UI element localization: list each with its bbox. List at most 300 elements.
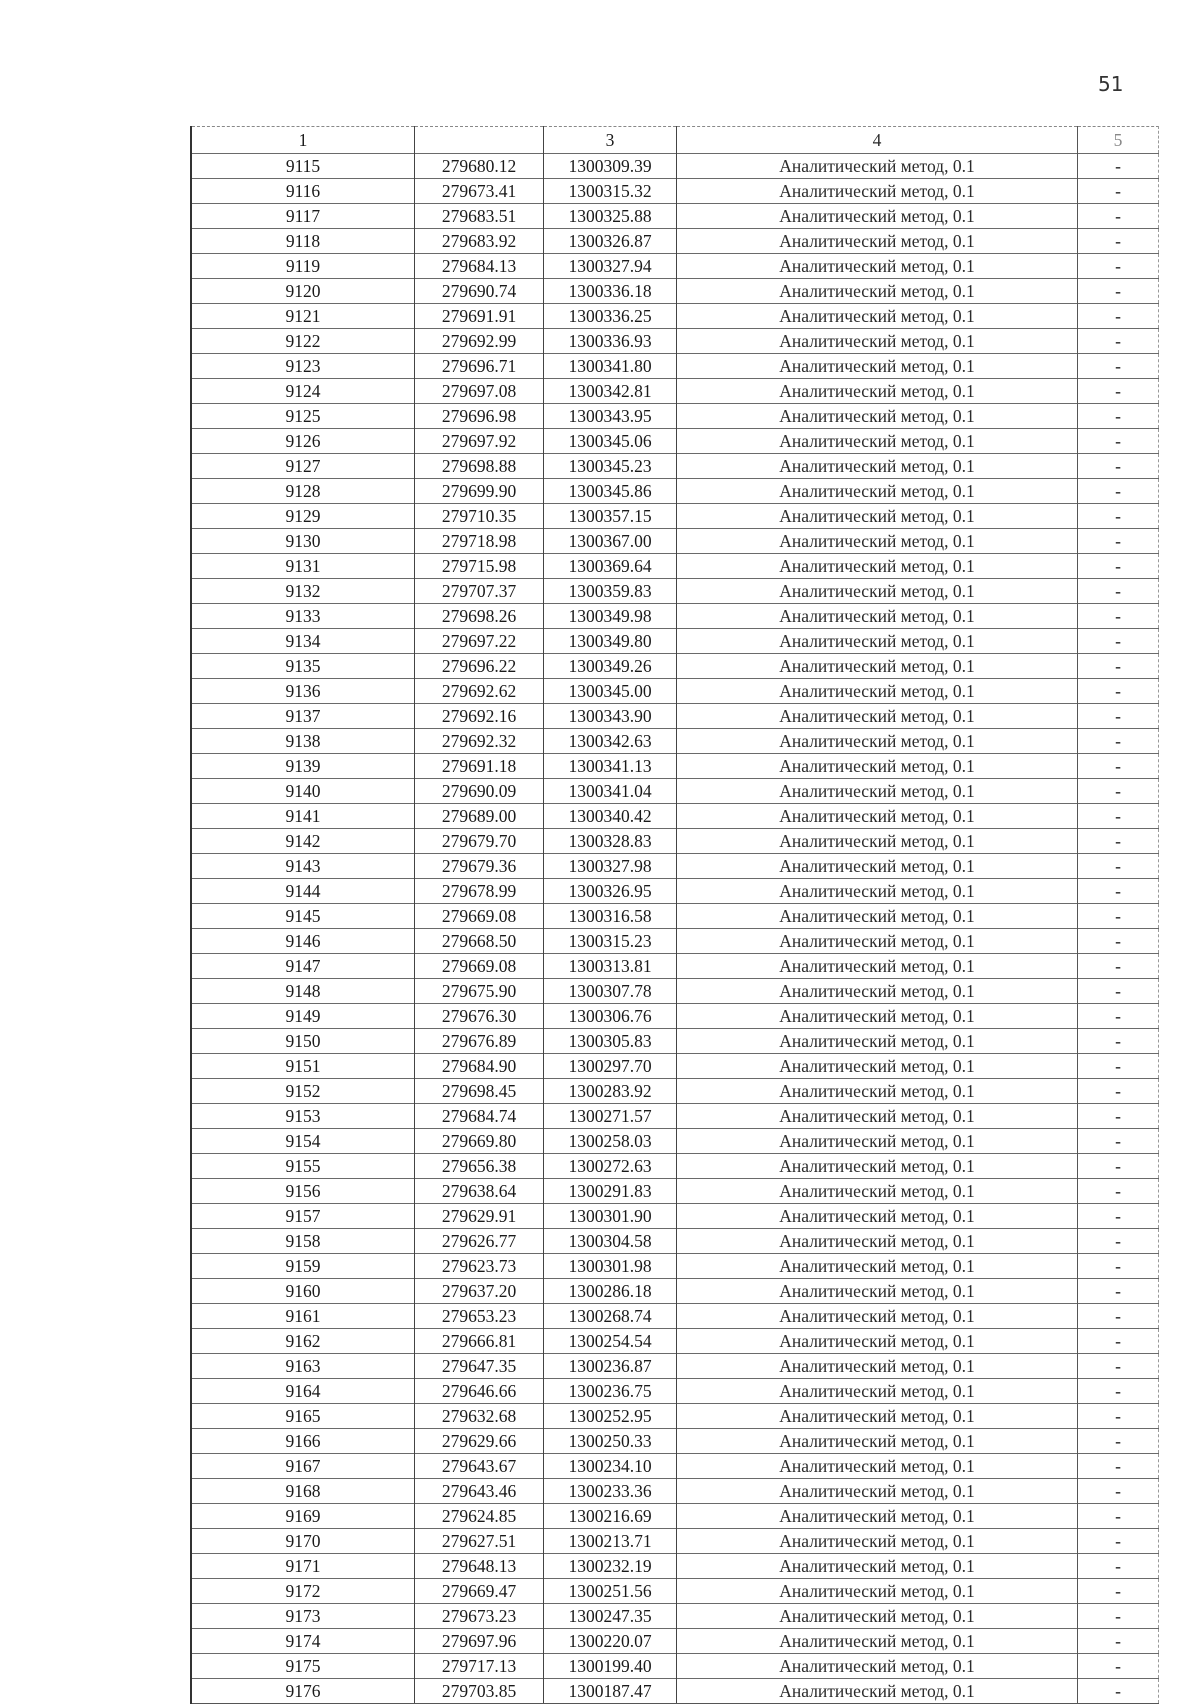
x-coordinate-cell: 279697.92 bbox=[415, 429, 544, 454]
point-number-cell: 9132 bbox=[191, 579, 415, 604]
y-coordinate-cell: 1300349.26 bbox=[544, 654, 677, 679]
method-cell: Аналитический метод, 0.1 bbox=[677, 1204, 1078, 1229]
method-cell: Аналитический метод, 0.1 bbox=[677, 504, 1078, 529]
note-cell: - bbox=[1078, 579, 1159, 604]
method-cell: Аналитический метод, 0.1 bbox=[677, 354, 1078, 379]
table-row bbox=[191, 679, 1159, 704]
y-coordinate-cell: 1300349.98 bbox=[544, 604, 677, 629]
method-cell: Аналитический метод, 0.1 bbox=[677, 254, 1078, 279]
method-cell: Аналитический метод, 0.1 bbox=[677, 554, 1078, 579]
point-number-cell: 9128 bbox=[191, 479, 415, 504]
point-number-cell: 9167 bbox=[191, 1454, 415, 1479]
y-coordinate-cell: 1300336.25 bbox=[544, 304, 677, 329]
method-cell: Аналитический метод, 0.1 bbox=[677, 929, 1078, 954]
note-cell: - bbox=[1078, 729, 1159, 754]
y-coordinate-cell: 1300233.36 bbox=[544, 1479, 677, 1504]
table-body bbox=[191, 127, 1159, 1704]
point-number-cell: 9155 bbox=[191, 1154, 415, 1179]
x-coordinate-cell: 279692.16 bbox=[415, 704, 544, 729]
header-cell-5: 5 bbox=[1078, 127, 1159, 154]
note-cell: - bbox=[1078, 629, 1159, 654]
x-coordinate-cell: 279653.23 bbox=[415, 1304, 544, 1329]
x-coordinate-cell: 279673.23 bbox=[415, 1604, 544, 1629]
note-cell: - bbox=[1078, 879, 1159, 904]
x-coordinate-cell: 279678.99 bbox=[415, 879, 544, 904]
table-row bbox=[191, 1429, 1159, 1454]
point-number-cell: 9127 bbox=[191, 454, 415, 479]
point-number-cell: 9135 bbox=[191, 654, 415, 679]
x-coordinate-cell: 279643.67 bbox=[415, 1454, 544, 1479]
method-cell: Аналитический метод, 0.1 bbox=[677, 1104, 1078, 1129]
note-cell: - bbox=[1078, 854, 1159, 879]
note-cell: - bbox=[1078, 254, 1159, 279]
method-cell: Аналитический метод, 0.1 bbox=[677, 954, 1078, 979]
method-cell: Аналитический метод, 0.1 bbox=[677, 329, 1078, 354]
x-coordinate-cell: 279669.08 bbox=[415, 954, 544, 979]
table-row bbox=[191, 579, 1159, 604]
method-cell: Аналитический метод, 0.1 bbox=[677, 379, 1078, 404]
note-cell: - bbox=[1078, 654, 1159, 679]
x-coordinate-cell: 279666.81 bbox=[415, 1329, 544, 1354]
table-row bbox=[191, 529, 1159, 554]
point-number-cell: 9147 bbox=[191, 954, 415, 979]
method-cell: Аналитический метод, 0.1 bbox=[677, 1054, 1078, 1079]
point-number-cell: 9136 bbox=[191, 679, 415, 704]
note-cell: - bbox=[1078, 1329, 1159, 1354]
table-row bbox=[191, 879, 1159, 904]
y-coordinate-cell: 1300268.74 bbox=[544, 1304, 677, 1329]
x-coordinate-cell: 279698.26 bbox=[415, 604, 544, 629]
x-coordinate-cell: 279637.20 bbox=[415, 1279, 544, 1304]
table-row bbox=[191, 329, 1159, 354]
table-row bbox=[191, 154, 1159, 179]
table-row bbox=[191, 829, 1159, 854]
note-cell: - bbox=[1078, 1379, 1159, 1404]
y-coordinate-cell: 1300326.95 bbox=[544, 879, 677, 904]
method-cell: Аналитический метод, 0.1 bbox=[677, 1329, 1078, 1354]
y-coordinate-cell: 1300345.06 bbox=[544, 429, 677, 454]
table-row bbox=[191, 354, 1159, 379]
x-coordinate-cell: 279696.98 bbox=[415, 404, 544, 429]
y-coordinate-cell: 1300345.00 bbox=[544, 679, 677, 704]
point-number-cell: 9116 bbox=[191, 179, 415, 204]
table-row bbox=[191, 1329, 1159, 1354]
table-row bbox=[191, 279, 1159, 304]
note-cell: - bbox=[1078, 904, 1159, 929]
y-coordinate-cell: 1300291.83 bbox=[544, 1179, 677, 1204]
x-coordinate-cell: 279717.13 bbox=[415, 1654, 544, 1679]
table-row bbox=[191, 254, 1159, 279]
y-coordinate-cell: 1300326.87 bbox=[544, 229, 677, 254]
note-cell: - bbox=[1078, 154, 1159, 179]
x-coordinate-cell: 279718.98 bbox=[415, 529, 544, 554]
note-cell: - bbox=[1078, 354, 1159, 379]
point-number-cell: 9169 bbox=[191, 1504, 415, 1529]
y-coordinate-cell: 1300304.58 bbox=[544, 1229, 677, 1254]
table-row bbox=[191, 929, 1159, 954]
table-row bbox=[191, 1304, 1159, 1329]
y-coordinate-cell: 1300213.71 bbox=[544, 1529, 677, 1554]
table-row bbox=[191, 1479, 1159, 1504]
table-row bbox=[191, 1629, 1159, 1654]
table-row bbox=[191, 1679, 1159, 1704]
note-cell: - bbox=[1078, 454, 1159, 479]
note-cell: - bbox=[1078, 179, 1159, 204]
point-number-cell: 9130 bbox=[191, 529, 415, 554]
method-cell: Аналитический метод, 0.1 bbox=[677, 229, 1078, 254]
table-row bbox=[191, 554, 1159, 579]
x-coordinate-cell: 279638.64 bbox=[415, 1179, 544, 1204]
y-coordinate-cell: 1300357.15 bbox=[544, 504, 677, 529]
point-number-cell: 9133 bbox=[191, 604, 415, 629]
note-cell: - bbox=[1078, 529, 1159, 554]
y-coordinate-cell: 1300343.90 bbox=[544, 704, 677, 729]
y-coordinate-cell: 1300305.83 bbox=[544, 1029, 677, 1054]
table-row bbox=[191, 779, 1159, 804]
note-cell: - bbox=[1078, 429, 1159, 454]
y-coordinate-cell: 1300272.63 bbox=[544, 1154, 677, 1179]
method-cell: Аналитический метод, 0.1 bbox=[677, 779, 1078, 804]
point-number-cell: 9172 bbox=[191, 1579, 415, 1604]
point-number-cell: 9156 bbox=[191, 1179, 415, 1204]
point-number-cell: 9160 bbox=[191, 1279, 415, 1304]
x-coordinate-cell: 279684.90 bbox=[415, 1054, 544, 1079]
table-row bbox=[191, 1079, 1159, 1104]
note-cell: - bbox=[1078, 1554, 1159, 1579]
table-row bbox=[191, 1404, 1159, 1429]
method-cell: Аналитический метод, 0.1 bbox=[677, 1029, 1078, 1054]
point-number-cell: 9122 bbox=[191, 329, 415, 354]
point-number-cell: 9129 bbox=[191, 504, 415, 529]
x-coordinate-cell: 279690.09 bbox=[415, 779, 544, 804]
point-number-cell: 9150 bbox=[191, 1029, 415, 1054]
y-coordinate-cell: 1300341.80 bbox=[544, 354, 677, 379]
y-coordinate-cell: 1300336.93 bbox=[544, 329, 677, 354]
method-cell: Аналитический метод, 0.1 bbox=[677, 1479, 1078, 1504]
table-row bbox=[191, 429, 1159, 454]
point-number-cell: 9142 bbox=[191, 829, 415, 854]
y-coordinate-cell: 1300325.88 bbox=[544, 204, 677, 229]
point-number-cell: 9138 bbox=[191, 729, 415, 754]
x-coordinate-cell: 279697.22 bbox=[415, 629, 544, 654]
y-coordinate-cell: 1300340.42 bbox=[544, 804, 677, 829]
table-row bbox=[191, 1204, 1159, 1229]
x-coordinate-cell: 279647.35 bbox=[415, 1354, 544, 1379]
table-row bbox=[191, 629, 1159, 654]
y-coordinate-cell: 1300327.94 bbox=[544, 254, 677, 279]
x-coordinate-cell: 279627.51 bbox=[415, 1529, 544, 1554]
table-row bbox=[191, 1529, 1159, 1554]
point-number-cell: 9141 bbox=[191, 804, 415, 829]
y-coordinate-cell: 1300234.10 bbox=[544, 1454, 677, 1479]
method-cell: Аналитический метод, 0.1 bbox=[677, 1579, 1078, 1604]
header-cell-3: 3 bbox=[544, 127, 677, 154]
table-row bbox=[191, 1454, 1159, 1479]
point-number-cell: 9139 bbox=[191, 754, 415, 779]
note-cell: - bbox=[1078, 979, 1159, 1004]
table-row bbox=[191, 904, 1159, 929]
note-cell: - bbox=[1078, 279, 1159, 304]
point-number-cell: 9159 bbox=[191, 1254, 415, 1279]
table-row bbox=[191, 1579, 1159, 1604]
table-row bbox=[191, 1004, 1159, 1029]
x-coordinate-cell: 279715.98 bbox=[415, 554, 544, 579]
point-number-cell: 9154 bbox=[191, 1129, 415, 1154]
x-coordinate-cell: 279676.30 bbox=[415, 1004, 544, 1029]
table-row bbox=[191, 454, 1159, 479]
y-coordinate-cell: 1300345.86 bbox=[544, 479, 677, 504]
y-coordinate-cell: 1300306.76 bbox=[544, 1004, 677, 1029]
note-cell: - bbox=[1078, 504, 1159, 529]
point-number-cell: 9173 bbox=[191, 1604, 415, 1629]
method-cell: Аналитический метод, 0.1 bbox=[677, 1604, 1078, 1629]
table-row bbox=[191, 179, 1159, 204]
y-coordinate-cell: 1300343.95 bbox=[544, 404, 677, 429]
table-row bbox=[191, 654, 1159, 679]
table-row bbox=[191, 1554, 1159, 1579]
table-row bbox=[191, 204, 1159, 229]
y-coordinate-cell: 1300251.56 bbox=[544, 1579, 677, 1604]
y-coordinate-cell: 1300247.35 bbox=[544, 1604, 677, 1629]
note-cell: - bbox=[1078, 1679, 1159, 1704]
x-coordinate-cell: 279707.37 bbox=[415, 579, 544, 604]
method-cell: Аналитический метод, 0.1 bbox=[677, 1154, 1078, 1179]
x-coordinate-cell: 279679.36 bbox=[415, 854, 544, 879]
y-coordinate-cell: 1300187.47 bbox=[544, 1679, 677, 1704]
y-coordinate-cell: 1300254.54 bbox=[544, 1329, 677, 1354]
note-cell: - bbox=[1078, 1504, 1159, 1529]
note-cell: - bbox=[1078, 229, 1159, 254]
y-coordinate-cell: 1300309.39 bbox=[544, 154, 677, 179]
method-cell: Аналитический метод, 0.1 bbox=[677, 1254, 1078, 1279]
method-cell: Аналитический метод, 0.1 bbox=[677, 1454, 1078, 1479]
y-coordinate-cell: 1300359.83 bbox=[544, 579, 677, 604]
point-number-cell: 9161 bbox=[191, 1304, 415, 1329]
method-cell: Аналитический метод, 0.1 bbox=[677, 904, 1078, 929]
x-coordinate-cell: 279623.73 bbox=[415, 1254, 544, 1279]
point-number-cell: 9115 bbox=[191, 154, 415, 179]
method-cell: Аналитический метод, 0.1 bbox=[677, 704, 1078, 729]
method-cell: Аналитический метод, 0.1 bbox=[677, 279, 1078, 304]
table-row bbox=[191, 1154, 1159, 1179]
x-coordinate-cell: 279629.66 bbox=[415, 1429, 544, 1454]
point-number-cell: 9119 bbox=[191, 254, 415, 279]
note-cell: - bbox=[1078, 1354, 1159, 1379]
table-row bbox=[191, 804, 1159, 829]
point-number-cell: 9174 bbox=[191, 1629, 415, 1654]
point-number-cell: 9162 bbox=[191, 1329, 415, 1354]
point-number-cell: 9124 bbox=[191, 379, 415, 404]
y-coordinate-cell: 1300301.98 bbox=[544, 1254, 677, 1279]
x-coordinate-cell: 279673.41 bbox=[415, 179, 544, 204]
point-number-cell: 9120 bbox=[191, 279, 415, 304]
method-cell: Аналитический метод, 0.1 bbox=[677, 154, 1078, 179]
table-row bbox=[191, 1279, 1159, 1304]
x-coordinate-cell: 279646.66 bbox=[415, 1379, 544, 1404]
note-cell: - bbox=[1078, 1454, 1159, 1479]
header-cell-4: 4 bbox=[677, 127, 1078, 154]
y-coordinate-cell: 1300342.63 bbox=[544, 729, 677, 754]
note-cell: - bbox=[1078, 1079, 1159, 1104]
y-coordinate-cell: 1300328.83 bbox=[544, 829, 677, 854]
x-coordinate-cell: 279691.91 bbox=[415, 304, 544, 329]
point-number-cell: 9137 bbox=[191, 704, 415, 729]
method-cell: Аналитический метод, 0.1 bbox=[677, 754, 1078, 779]
method-cell: Аналитический метод, 0.1 bbox=[677, 304, 1078, 329]
note-cell: - bbox=[1078, 1654, 1159, 1679]
method-cell: Аналитический метод, 0.1 bbox=[677, 1179, 1078, 1204]
note-cell: - bbox=[1078, 1104, 1159, 1129]
y-coordinate-cell: 1300252.95 bbox=[544, 1404, 677, 1429]
x-coordinate-cell: 279689.00 bbox=[415, 804, 544, 829]
note-cell: - bbox=[1078, 1054, 1159, 1079]
page-number: 51 bbox=[1098, 72, 1124, 96]
point-number-cell: 9149 bbox=[191, 1004, 415, 1029]
method-cell: Аналитический метод, 0.1 bbox=[677, 1354, 1078, 1379]
note-cell: - bbox=[1078, 704, 1159, 729]
note-cell: - bbox=[1078, 1229, 1159, 1254]
y-coordinate-cell: 1300232.19 bbox=[544, 1554, 677, 1579]
note-cell: - bbox=[1078, 379, 1159, 404]
table-row bbox=[191, 479, 1159, 504]
note-cell: - bbox=[1078, 1404, 1159, 1429]
method-cell: Аналитический метод, 0.1 bbox=[677, 804, 1078, 829]
y-coordinate-cell: 1300341.13 bbox=[544, 754, 677, 779]
table-row bbox=[191, 1104, 1159, 1129]
method-cell: Аналитический метод, 0.1 bbox=[677, 1629, 1078, 1654]
point-number-cell: 9131 bbox=[191, 554, 415, 579]
point-number-cell: 9134 bbox=[191, 629, 415, 654]
point-number-cell: 9165 bbox=[191, 1404, 415, 1429]
table-row bbox=[191, 1604, 1159, 1629]
y-coordinate-cell: 1300342.81 bbox=[544, 379, 677, 404]
y-coordinate-cell: 1300367.00 bbox=[544, 529, 677, 554]
method-cell: Аналитический метод, 0.1 bbox=[677, 854, 1078, 879]
note-cell: - bbox=[1078, 604, 1159, 629]
y-coordinate-cell: 1300236.87 bbox=[544, 1354, 677, 1379]
point-number-cell: 9143 bbox=[191, 854, 415, 879]
method-cell: Аналитический метод, 0.1 bbox=[677, 1679, 1078, 1704]
method-cell: Аналитический метод, 0.1 bbox=[677, 1554, 1078, 1579]
method-cell: Аналитический метод, 0.1 bbox=[677, 429, 1078, 454]
method-cell: Аналитический метод, 0.1 bbox=[677, 1004, 1078, 1029]
coordinates-table bbox=[190, 126, 1159, 1704]
x-coordinate-cell: 279696.22 bbox=[415, 654, 544, 679]
x-coordinate-cell: 279684.13 bbox=[415, 254, 544, 279]
point-number-cell: 9153 bbox=[191, 1104, 415, 1129]
header-cell-1: 1 bbox=[191, 127, 415, 154]
table-row bbox=[191, 1504, 1159, 1529]
table-row bbox=[191, 504, 1159, 529]
note-cell: - bbox=[1078, 804, 1159, 829]
x-coordinate-cell: 279690.74 bbox=[415, 279, 544, 304]
x-coordinate-cell: 279669.80 bbox=[415, 1129, 544, 1154]
table-row bbox=[191, 304, 1159, 329]
point-number-cell: 9146 bbox=[191, 929, 415, 954]
note-cell: - bbox=[1078, 1304, 1159, 1329]
x-coordinate-cell: 279626.77 bbox=[415, 1229, 544, 1254]
note-cell: - bbox=[1078, 1129, 1159, 1154]
method-cell: Аналитический метод, 0.1 bbox=[677, 1304, 1078, 1329]
y-coordinate-cell: 1300258.03 bbox=[544, 1129, 677, 1154]
x-coordinate-cell: 279703.85 bbox=[415, 1679, 544, 1704]
method-cell: Аналитический метод, 0.1 bbox=[677, 1654, 1078, 1679]
note-cell: - bbox=[1078, 304, 1159, 329]
point-number-cell: 9140 bbox=[191, 779, 415, 804]
note-cell: - bbox=[1078, 1629, 1159, 1654]
note-cell: - bbox=[1078, 779, 1159, 804]
x-coordinate-cell: 279629.91 bbox=[415, 1204, 544, 1229]
table-row bbox=[191, 379, 1159, 404]
point-number-cell: 9118 bbox=[191, 229, 415, 254]
note-cell: - bbox=[1078, 1029, 1159, 1054]
x-coordinate-cell: 279648.13 bbox=[415, 1554, 544, 1579]
point-number-cell: 9145 bbox=[191, 904, 415, 929]
x-coordinate-cell: 279691.18 bbox=[415, 754, 544, 779]
point-number-cell: 9152 bbox=[191, 1079, 415, 1104]
note-cell: - bbox=[1078, 1279, 1159, 1304]
x-coordinate-cell: 279669.08 bbox=[415, 904, 544, 929]
table-row bbox=[191, 704, 1159, 729]
x-coordinate-cell: 279697.08 bbox=[415, 379, 544, 404]
x-coordinate-cell: 279643.46 bbox=[415, 1479, 544, 1504]
note-cell: - bbox=[1078, 204, 1159, 229]
y-coordinate-cell: 1300271.57 bbox=[544, 1104, 677, 1129]
x-coordinate-cell: 279697.96 bbox=[415, 1629, 544, 1654]
y-coordinate-cell: 1300369.64 bbox=[544, 554, 677, 579]
method-cell: Аналитический метод, 0.1 bbox=[677, 454, 1078, 479]
table-row bbox=[191, 854, 1159, 879]
method-cell: Аналитический метод, 0.1 bbox=[677, 529, 1078, 554]
method-cell: Аналитический метод, 0.1 bbox=[677, 1079, 1078, 1104]
table-row bbox=[191, 1129, 1159, 1154]
point-number-cell: 9166 bbox=[191, 1429, 415, 1454]
note-cell: - bbox=[1078, 329, 1159, 354]
table-row bbox=[191, 1654, 1159, 1679]
point-number-cell: 9164 bbox=[191, 1379, 415, 1404]
note-cell: - bbox=[1078, 1429, 1159, 1454]
table-row bbox=[191, 1254, 1159, 1279]
table-row bbox=[191, 1029, 1159, 1054]
x-coordinate-cell: 279669.47 bbox=[415, 1579, 544, 1604]
note-cell: - bbox=[1078, 1204, 1159, 1229]
x-coordinate-cell: 279692.99 bbox=[415, 329, 544, 354]
note-cell: - bbox=[1078, 954, 1159, 979]
y-coordinate-cell: 1300220.07 bbox=[544, 1629, 677, 1654]
x-coordinate-cell: 279632.68 bbox=[415, 1404, 544, 1429]
x-coordinate-cell: 279656.38 bbox=[415, 1154, 544, 1179]
method-cell: Аналитический метод, 0.1 bbox=[677, 654, 1078, 679]
x-coordinate-cell: 279675.90 bbox=[415, 979, 544, 1004]
note-cell: - bbox=[1078, 1529, 1159, 1554]
x-coordinate-cell: 279692.62 bbox=[415, 679, 544, 704]
point-number-cell: 9157 bbox=[191, 1204, 415, 1229]
table-row bbox=[191, 229, 1159, 254]
x-coordinate-cell: 279668.50 bbox=[415, 929, 544, 954]
table-row bbox=[191, 404, 1159, 429]
method-cell: Аналитический метод, 0.1 bbox=[677, 879, 1078, 904]
point-number-cell: 9168 bbox=[191, 1479, 415, 1504]
x-coordinate-cell: 279692.32 bbox=[415, 729, 544, 754]
method-cell: Аналитический метод, 0.1 bbox=[677, 979, 1078, 1004]
method-cell: Аналитический метод, 0.1 bbox=[677, 479, 1078, 504]
method-cell: Аналитический метод, 0.1 bbox=[677, 204, 1078, 229]
y-coordinate-cell: 1300307.78 bbox=[544, 979, 677, 1004]
method-cell: Аналитический метод, 0.1 bbox=[677, 1379, 1078, 1404]
note-cell: - bbox=[1078, 479, 1159, 504]
table-row bbox=[191, 1054, 1159, 1079]
table-row bbox=[191, 1179, 1159, 1204]
